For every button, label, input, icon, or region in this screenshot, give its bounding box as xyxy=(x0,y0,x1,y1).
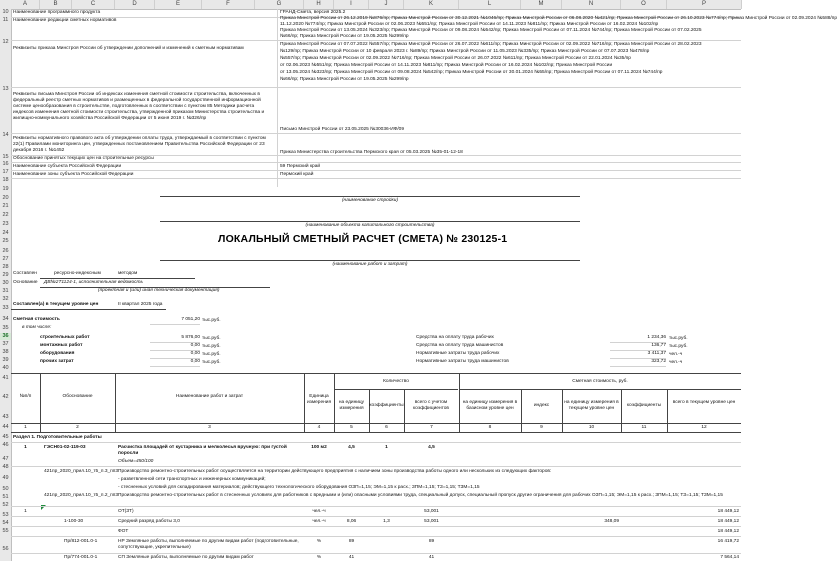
build-works-unit: тыс.руб. xyxy=(202,336,221,341)
column-number: 10 xyxy=(588,425,595,430)
regional-value[interactable]: Приказ Министерства строительства Пермского края от 05.03.2025 №35-01-12-18 xyxy=(280,150,463,155)
item-number: 1 xyxy=(24,445,27,450)
norm-edition-value-2[interactable]: 11.12.2020 №774/пр; Приказ Минстрой России от 02.06.2023 №551/пр; Приказ Минстрой России от 14.11.2023 №811/пр; Приказ Минстрой России от 16.02.2024 №102/пр xyxy=(280,22,659,27)
column-header-n[interactable]: N xyxy=(562,0,621,9)
column-header-h[interactable]: H xyxy=(304,0,334,9)
profit-name: СП Земляные работы, выполняемые по другим видам работ xyxy=(118,555,254,560)
row-number[interactable]: 15 xyxy=(2,154,9,160)
column-number: 1 xyxy=(24,425,27,430)
including-label: в том числе: xyxy=(22,325,52,330)
build-works-label: строительных работ xyxy=(40,335,90,340)
row-number[interactable]: 44 xyxy=(2,424,9,430)
grid-line xyxy=(610,358,666,359)
resource-total-qty[interactable]: 53,001 xyxy=(424,519,439,524)
install-works-value[interactable]: 0,00 xyxy=(190,343,200,348)
subject-value[interactable]: 59 Пермский край xyxy=(280,164,321,169)
header-current-price: на единицу измерения в текущем уровне цен xyxy=(564,400,619,411)
compiled-method-1[interactable]: ресурсно-индексным xyxy=(54,271,101,276)
row-number-selected[interactable]: 36 xyxy=(0,333,11,340)
item-total-qty[interactable]: 4,5 xyxy=(428,445,435,450)
header-index: индекс xyxy=(533,403,550,408)
regional-label: Реквизиты нормативного правового акта об утверждении оплаты труда, утверждаемый в соответствии с пунктом 22(1) Правилами мониторинга цен, утвержденных постановлением Правительства Российской Федерации от 23 декабря 2016 г. №1452 xyxy=(13,136,266,153)
grid-line xyxy=(11,162,741,163)
grid-line xyxy=(150,342,200,343)
row-number[interactable]: 30 xyxy=(2,280,9,286)
norm-edition-value-4[interactable]: №66/пр; Приказ Минстрой России от 19.05.2025 №299/пр xyxy=(280,34,409,39)
wage-workers-value[interactable]: 1 234,36 xyxy=(647,335,666,340)
overhead-unit: % xyxy=(316,539,322,544)
grid-line xyxy=(150,350,200,351)
resource-cost[interactable]: 18 449,12 xyxy=(717,509,739,514)
header-cost: Сметная стоимость, руб. xyxy=(572,379,628,384)
column-header-p[interactable]: P xyxy=(667,0,742,9)
total-cost-label: Сметная стоимость xyxy=(13,317,60,322)
grid-line xyxy=(11,553,741,554)
object-underline xyxy=(160,221,580,222)
norm-edition-value-3[interactable]: Приказ Минстрой России от 13.05.2024 №323/пр; Приказ Минстрой России от 09.08.2024 №542/пр; Приказ Минстрой России от 07.11.2024 №744/пр; Приказ Минстрой России от 07.02.2025 xyxy=(280,28,702,33)
payroll-label: ФОТ xyxy=(118,529,129,534)
header-coefficients: коэффициенты xyxy=(369,403,404,408)
work-hint: (наименование работ и затрат) xyxy=(332,262,408,267)
column-number: 5 xyxy=(350,425,353,430)
object-hint: (наименование объекта капитального строительства) xyxy=(305,223,435,228)
resource-qty[interactable]: 8,06 xyxy=(346,519,357,524)
resource-cost[interactable]: 18 449,12 xyxy=(717,519,739,524)
row-number[interactable]: 48 xyxy=(2,464,9,470)
row-number[interactable]: 42 xyxy=(2,394,9,400)
resource-name: Средний разряд работы 3,0 xyxy=(118,519,180,524)
program-value[interactable]: ГРАНД-Смета, версия 2025.2 xyxy=(280,10,346,15)
grid-line xyxy=(11,442,741,443)
zone-label: Наименование зоны субъекта Российской Федерации xyxy=(13,172,134,177)
header-base-price: на единицу измерения в базисном уровне цен xyxy=(462,400,518,411)
grid-line xyxy=(610,350,666,351)
price-level-value[interactable]: II квартал 2025 года xyxy=(118,302,163,307)
payroll-cost[interactable]: 18 449,12 xyxy=(717,529,739,534)
other-costs-value[interactable]: 0,00 xyxy=(190,359,200,364)
total-cost-value[interactable]: 7 051,20 xyxy=(181,317,200,322)
labor-machinists-label: Нормативные затраты труда машинистов xyxy=(416,359,509,364)
labor-workers-value[interactable]: 3 411,37 xyxy=(647,351,666,356)
overhead-total[interactable]: 89 xyxy=(428,539,435,544)
labor-workers-label: Нормативные затраты труда рабочих xyxy=(416,351,500,356)
orders-value-2[interactable]: №129/пр; Приказ Минстрой России от 10 февраля 2023 г. №89/пр; Приказ Минстрой России от 11.05.2023 №335/пр; Приказ Минстрой России от 07.07.2023 №478/пр xyxy=(280,49,650,54)
compiled-method-2: методом xyxy=(118,271,138,276)
basis-label: Основание xyxy=(13,280,38,285)
item-volume: Объем=450/100 xyxy=(118,459,154,464)
column-number: 9 xyxy=(540,425,543,430)
grid-line xyxy=(11,87,741,88)
column-header-g[interactable]: G xyxy=(255,0,304,9)
orders-label: Реквизиты приказа Минстроя России об утверждении дополнений и изменений к сметным нормативам xyxy=(13,46,244,51)
wage-machinists-unit: тыс.руб. xyxy=(669,344,688,349)
orders-value-4[interactable]: от 02.06.2023 №551/пр; Приказ Минстрой России от 14.11.2023 №811/пр; Приказ Минстрой России от 16.02.2024 №102/пр; Приказ Минстрой России xyxy=(280,63,613,68)
program-label: Наименование программного продукта xyxy=(13,10,101,15)
row-number[interactable]: 25 xyxy=(2,238,9,244)
column-number: 11 xyxy=(641,425,647,430)
grid-line xyxy=(150,366,200,367)
equipment-value[interactable]: 0,00 xyxy=(190,351,200,356)
row-number[interactable]: 28 xyxy=(2,264,9,270)
price-level-label: Составлен(а) в текущем уровне цен xyxy=(13,302,99,307)
compiled-label: Составлен xyxy=(13,271,37,276)
row-number[interactable]: 14 xyxy=(2,132,9,138)
resource-coef[interactable]: 1,3 xyxy=(383,519,390,524)
section-title[interactable]: Раздел 1. Подготовительные работы xyxy=(13,435,102,440)
labor-machinists-value[interactable]: 323,72 xyxy=(651,359,666,364)
row-number[interactable]: 56 xyxy=(2,546,9,552)
row-number[interactable]: 17 xyxy=(2,169,9,175)
profit-qty[interactable]: 41 xyxy=(348,555,355,560)
row-number[interactable]: 53 xyxy=(2,512,9,518)
labor-workers-unit: чел.-ч xyxy=(669,352,683,357)
column-number: 12 xyxy=(701,425,707,430)
item-name[interactable]: Расчистка площадей от кустарника и мелколесья вручную: при густой поросли xyxy=(118,445,287,456)
row-number[interactable]: 52 xyxy=(2,502,9,508)
row-number[interactable]: 20 xyxy=(2,195,9,201)
overhead-name: НР Земляные работы, выполняемые по другим видам работ (подготовительные, сопутствующие, укрепительные) xyxy=(118,539,299,550)
construction-hint: (наименование стройки) xyxy=(341,198,399,203)
row-number[interactable]: 49 xyxy=(2,475,9,481)
profit-code[interactable]: Пр/774-001.0-1 xyxy=(64,555,98,560)
row-number[interactable]: 45 xyxy=(2,434,9,440)
total-cost-unit: тыс.руб. xyxy=(202,318,221,323)
profit-unit: % xyxy=(316,555,322,560)
orders-value-6[interactable]: №66/пр; Приказ Минстрой России от 19.05.2025 №299/пр xyxy=(280,77,409,82)
grid-line xyxy=(610,342,666,343)
item-qty[interactable]: 4,5 xyxy=(348,445,355,450)
row-number[interactable]: 24 xyxy=(2,230,9,236)
row-number[interactable]: 33 xyxy=(2,305,9,311)
wage-workers-label: Средства на оплату труда рабочих xyxy=(416,335,494,340)
column-header-d[interactable]: D xyxy=(115,0,155,9)
orders-value-3[interactable]: №557/пр; Приказ Минстрой России от 02.09.2022 №716/пр; Приказ Минстрой России от 26.07.2022 №611/пр; Приказ Минстрой России от 22.01.2024 №35/пр xyxy=(280,56,631,61)
row-number[interactable]: 35 xyxy=(2,325,9,331)
row-number[interactable]: 40 xyxy=(2,365,9,371)
column-number: 8 xyxy=(488,425,492,430)
overhead-code[interactable]: Пр/812-001.0-1 xyxy=(64,539,98,544)
row-number[interactable]: 12 xyxy=(2,39,9,45)
build-works-value[interactable]: 5 876,00 xyxy=(181,335,200,340)
row-number[interactable]: 27 xyxy=(2,256,9,262)
header-num: №п/п xyxy=(19,394,32,399)
zone-value[interactable]: Пермский край xyxy=(280,172,314,177)
row-number[interactable]: 54 xyxy=(2,520,9,526)
table-border xyxy=(11,373,741,374)
column-header-m[interactable]: M xyxy=(521,0,562,9)
grid-line xyxy=(610,366,666,367)
row-number[interactable]: 11 xyxy=(2,17,9,23)
grid-line xyxy=(11,466,741,467)
profit-total[interactable]: 41 xyxy=(428,555,435,560)
row-number[interactable]: 34 xyxy=(2,316,9,322)
row-number[interactable]: 38 xyxy=(2,349,9,355)
column-number: 4 xyxy=(317,425,321,430)
column-number: 6 xyxy=(385,425,388,430)
column-header-c[interactable]: C xyxy=(72,0,115,9)
resource-code[interactable]: 1-100-30 xyxy=(64,519,84,524)
letter-value[interactable]: Письмо Минстрой России от 23.05.2025 №30036-ИФ/09 xyxy=(280,127,405,132)
column-header-j[interactable]: J xyxy=(369,0,404,9)
header-total-with-coef: всего с учетом коэффициентов xyxy=(413,400,449,411)
grid-line xyxy=(150,358,200,359)
row-number[interactable]: 10 xyxy=(2,9,9,15)
item-coef[interactable]: 1 xyxy=(385,445,388,450)
resource-number: 1 xyxy=(24,509,27,514)
note-1-line-a: - разветвленной сети транспортных и инженерных коммуникаций; xyxy=(118,477,266,482)
subject-label: Наименование субъекта Российской Федерации xyxy=(13,164,122,169)
header-qty-per-unit: на единицу измерения xyxy=(338,400,365,411)
norm-edition-value[interactable]: Приказ Минстрой России от 26.12.2019 №876/пр; Приказ Минстрой России от 30.12.2021 №1046/пр; Приказ Минстрой России от 06.08.2020 №421/пр; Приказ Минстрой России от 26.10.2023 №774/пр; Приказ Минстрой России от 02.09.2024 №588/пр xyxy=(280,16,837,21)
basis-value[interactable]: ДВ№2Т1124-1, исполнительная ведомость xyxy=(44,280,144,285)
grid-line xyxy=(11,170,741,171)
row-number[interactable]: 46 xyxy=(2,442,9,448)
row-number[interactable]: 39 xyxy=(2,357,9,363)
other-costs-label: прочих затрат xyxy=(40,359,74,364)
header-quantity: Количество xyxy=(383,379,409,384)
row-number[interactable]: 22 xyxy=(2,212,9,218)
table-border xyxy=(115,373,116,432)
grid-line xyxy=(11,526,741,527)
norm-edition-label: Наименование редакции сметных нормативов xyxy=(13,18,117,23)
resource-unit: чел.-ч xyxy=(312,509,326,514)
overhead-cost[interactable]: 16 419,72 xyxy=(717,539,739,544)
row-number[interactable]: 32 xyxy=(2,296,9,302)
row-number[interactable]: 31 xyxy=(2,288,9,294)
compiled-underline xyxy=(40,278,195,279)
column-header-b[interactable]: B xyxy=(40,0,72,9)
row-number[interactable]: 41 xyxy=(2,375,9,381)
resource-name: ОТ(ЗТ) xyxy=(118,509,134,514)
table-border xyxy=(11,423,741,424)
table-border xyxy=(459,389,741,390)
grid-line xyxy=(11,536,741,537)
row-number[interactable]: 51 xyxy=(2,494,9,500)
install-works-unit: тыс.руб. xyxy=(202,344,221,349)
basis-hint: (проектная и (или) иная техническая документация) xyxy=(98,288,220,293)
column-number: 3 xyxy=(208,425,211,430)
row-number[interactable]: 19 xyxy=(2,186,9,192)
header-basis: Обоснование xyxy=(62,394,93,399)
row-number[interactable]: 29 xyxy=(2,272,9,278)
row-number[interactable]: 55 xyxy=(2,528,9,534)
column-header-a[interactable]: A xyxy=(11,0,40,9)
equipment-unit: тыс.руб. xyxy=(202,352,221,357)
wage-workers-unit: тыс.руб. xyxy=(669,336,688,341)
row-number[interactable]: 13 xyxy=(2,86,9,92)
column-header-e[interactable]: E xyxy=(155,0,202,9)
wage-machinists-label: Средства на оплату труда машинистов xyxy=(416,343,504,348)
work-underline xyxy=(160,260,580,261)
header-unit: Единица измерения xyxy=(306,394,332,405)
resource-total-qty[interactable]: 53,001 xyxy=(424,509,439,514)
row-number[interactable]: 37 xyxy=(2,341,9,347)
letter-label: Реквизиты письма Минстроя России об индексах изменения сметной стоимости строительства, включенных в федеральный реестр сметных нормативов и размещенных в федеральной государственной информационной системе ценообразования в строительстве, подготовленных в соответствии с пунктом 85 Методики расчета индексов изменения сметной стоимости строительства, утвержденной приказом Министерства строительства и жилищно-коммунального хозяйства Российской Федерации от 5 июня 2019 г. №326/пр xyxy=(13,92,265,121)
item-code[interactable]: ГЭСН01-02-119-03 xyxy=(44,445,86,450)
grid-line xyxy=(11,178,741,179)
row-number[interactable]: 18 xyxy=(2,177,9,183)
row-number[interactable]: 50 xyxy=(2,486,9,492)
wage-machinists-value[interactable]: 136,77 xyxy=(651,343,666,348)
equipment-label: оборудования xyxy=(40,351,75,356)
column-header-k[interactable]: K xyxy=(404,0,459,9)
row-number[interactable]: 16 xyxy=(2,161,9,167)
construction-underline xyxy=(160,196,580,197)
table-border xyxy=(40,373,41,432)
install-works-label: монтажных работ xyxy=(40,343,83,348)
estimate-title: ЛОКАЛЬНЫЙ СМЕТНЫЙ РАСЧЕТ (СМЕТА) № 230125-1 xyxy=(218,233,508,245)
grid-line xyxy=(277,9,278,187)
note-1-text: Производство ремонтно-строительных работ осуществляется на территории действующего предприятия с наличием зоны производства работы одного или нескольких из следующих факторов: xyxy=(118,469,552,474)
price-level-underline xyxy=(11,309,166,310)
row-number[interactable]: 21 xyxy=(2,203,9,209)
row-number[interactable]: 26 xyxy=(2,248,9,254)
resource-unit: чел.-ч xyxy=(312,519,326,524)
note-2-text: Производство ремонтно-строительных работ в стесненных условиях для работников с вредными и (или) опасными условиями труда, специальный допуск, специальный пропуск другие ограничения для рабочих ОЗП=1,15; ЭМ=1,15 к расх.; ЗПМ=1,15; ТЗ=1,15; ТЗМ=1,15 xyxy=(118,493,723,498)
column-header-o[interactable]: O xyxy=(621,0,667,9)
grid-line xyxy=(11,506,741,507)
note-1-line-b: - стесненных условий для складирования материалов; действующего технологического оборудования ОЗП=1,15; ЭМ=1,15 к расх.; ЗПМ=1,15; ТЗ=1,15; ТЗМ=1,15 xyxy=(118,485,480,490)
grid-line xyxy=(150,324,200,325)
grid-line xyxy=(11,40,741,41)
overhead-qty[interactable]: 89 xyxy=(348,539,355,544)
column-header-i[interactable]: I xyxy=(334,0,369,9)
grid-line xyxy=(11,133,741,134)
orders-value-1[interactable]: Приказ Минстрой России от 07.07.2022 №557/пр; Приказ Минстрой России от 26.07.2022 №611/пр; Приказ Минстрой России от 02.09.2022 №716/пр; Приказ Минстрой России от 28.02.2023 xyxy=(280,42,702,47)
header-total-current: всего в текущем уровне цен xyxy=(672,400,736,405)
note-2-code[interactable]: 421пр_2020_прил.10_т5_п.2_пп3 xyxy=(44,493,119,498)
orders-value-5[interactable]: от 13.05.2024 №323/пр; Приказ Минстрой России от 09.08.2024 №542/пр; Приказ Минстрой России от 30.01.2024 №55/пр; Приказ Минстрой России от 07.11.2024 №744/пр xyxy=(280,70,663,75)
column-header-bar xyxy=(0,0,741,10)
header-coefficients-2: коэффициенты xyxy=(626,403,662,408)
table-border xyxy=(11,432,741,433)
column-number: 7 xyxy=(430,425,433,430)
other-costs-unit: тыс.руб. xyxy=(202,360,221,365)
header-work-name: Наименование работ и затрат xyxy=(175,394,244,399)
table-border xyxy=(334,389,458,390)
column-header-l[interactable]: L xyxy=(459,0,521,9)
item-unit: 100 м2 xyxy=(311,445,327,450)
row-number[interactable]: 43 xyxy=(2,414,9,420)
labor-machinists-unit: чел.-ч xyxy=(669,360,683,365)
row-number[interactable]: 23 xyxy=(2,221,9,227)
row-header-bar xyxy=(0,9,12,561)
profit-cost[interactable]: 7 564,14 xyxy=(720,555,739,560)
column-number: 2 xyxy=(76,425,79,430)
resource-current-price[interactable]: 348,09 xyxy=(604,519,619,524)
works-label: Обоснование принятых текущих цен на строительные ресурсы xyxy=(13,156,154,161)
note-1-code[interactable]: 421пр_2020_прил.10_т5_п.3_пп3 xyxy=(44,469,119,474)
grid-line xyxy=(11,516,741,517)
column-header-f[interactable]: F xyxy=(202,0,255,9)
row-number[interactable]: 47 xyxy=(2,456,9,462)
